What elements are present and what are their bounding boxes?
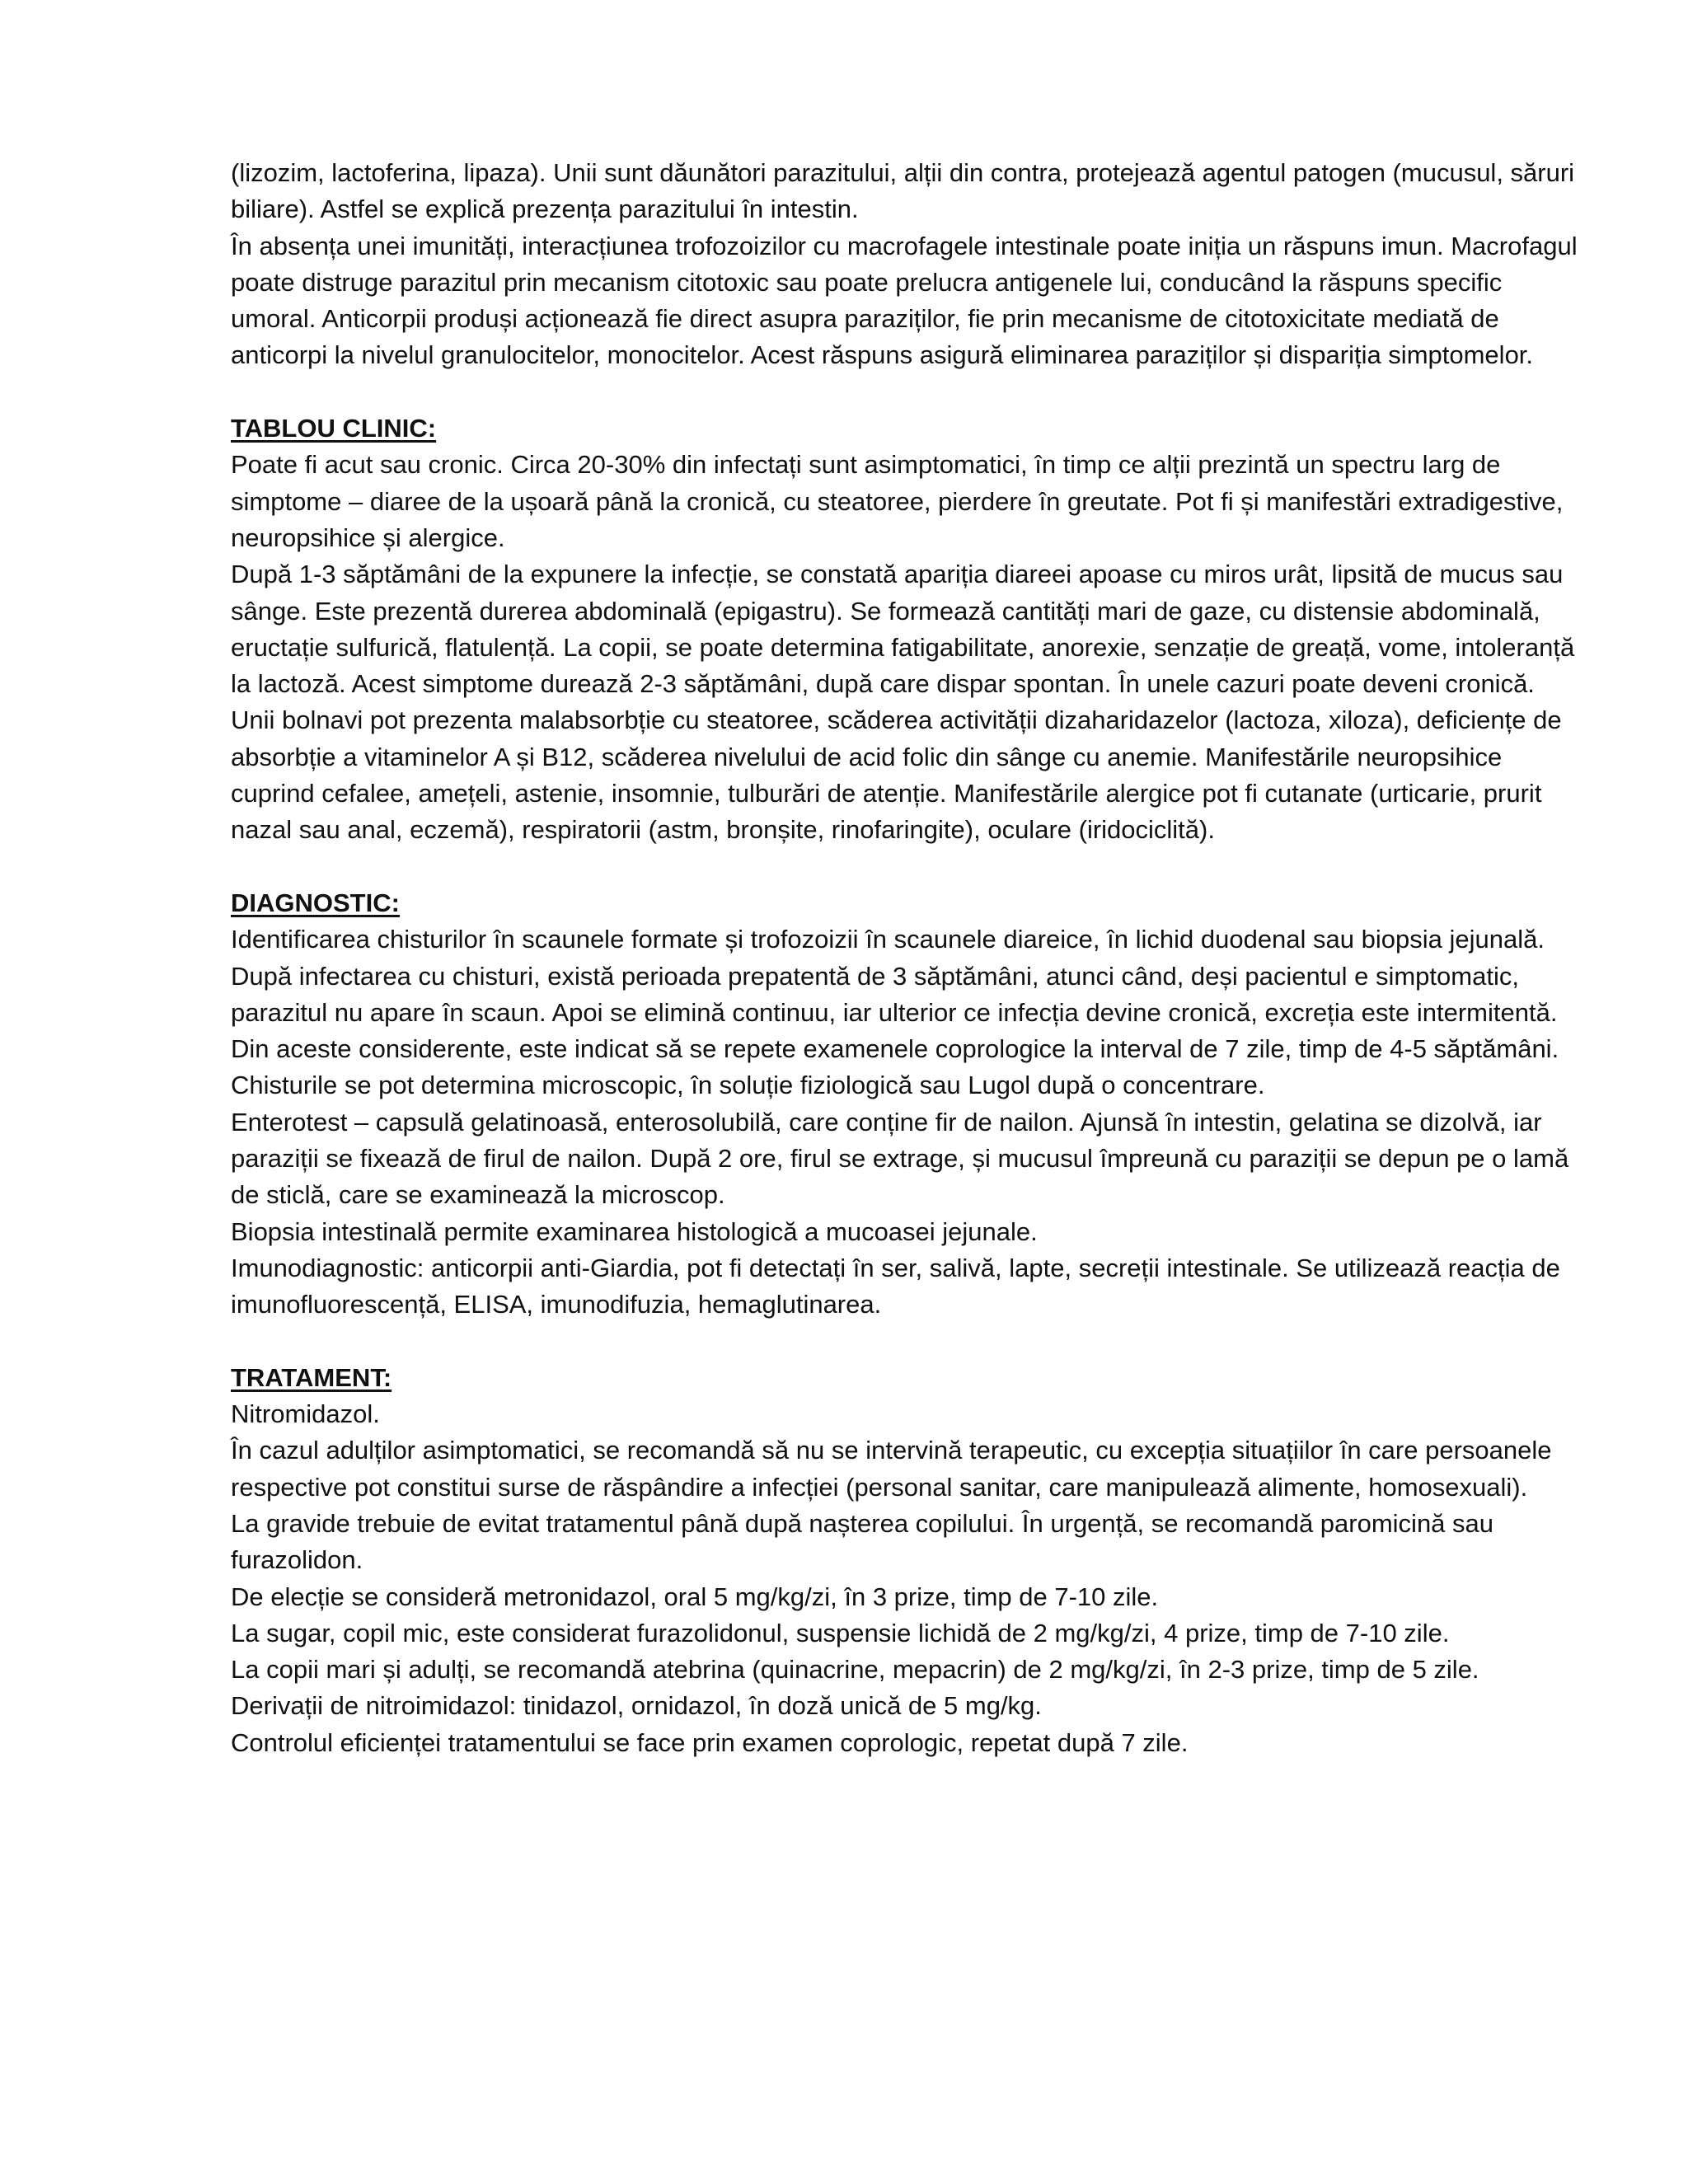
section-paragraph: Identificarea chisturilor în scaunele formate și trofozoizii în scaunele diareice, în lichid duodenal sau biopsia jejunală.	[231, 925, 1545, 954]
section-diagnostic	[231, 885, 1582, 1324]
section-paragraph: La sugar, copil mic, este considerat furazolidonul, suspensie lichidă de 2 mg/kg/zi, 4 prize, timp de 7-10 zile.	[231, 1618, 1450, 1647]
section-paragraph: La copii mari și adulți, se recomandă atebrina (quinacrine, mepacrin) de 2 mg/kg/zi, în 2-3 prize, timp de 5 zile.	[231, 1655, 1479, 1685]
section-paragraph: Poate fi acut sau cronic. Circa 20-30% din infectați sunt asimptomatici, în timp ce alții prezintă un spectru larg de simptome – diaree de la ușoară până la cronică, cu steatoree, pierdere în greutate. Pot fi și manifestări extradigestive, neuropsihice și alergice.	[231, 450, 1564, 552]
section-paragraph: Controlul eficienței tratamentului se face prin examen coprologic, repetat după 7 zile.	[231, 1727, 1189, 1757]
section-heading: DIAGNOSTIC:	[231, 888, 400, 917]
section-paragraph: Enterotest – capsulă gelatinoasă, enterosolubilă, care conține fir de nailon. Ajunsă în intestin, gelatina se dizolvă, iar paraziții se fixează de firul de nailon. După 2 ore, firul se extrage, și mucusul împreună cu paraziții se depun pe o lamă de sticlă, care se examinează la microscop.	[231, 1107, 1569, 1210]
section-paragraph: Nitromidazol.	[231, 1399, 380, 1429]
section-paragraph: De elecție se consideră metronidazol, oral 5 mg/kg/zi, în 3 prize, timp de 7-10 zile.	[231, 1582, 1159, 1611]
section-paragraph: Chisturile se pot determina microscopic, în soluție fiziologică sau Lugol după o concentrare.	[231, 1071, 1265, 1100]
section-paragraph: Imunodiagnostic: anticorpii anti-Giardia, pot fi detectați în ser, salivă, lapte, secreții intestinale. Se utilizează reacția de imunofluorescență, ELISA, imunodifuzia, hemaglutinarea.	[231, 1253, 1560, 1319]
section-paragraph: La gravide trebuie de evitat tratamentul până după nașterea copilului. În urgență, se recomandă paromicină sau furazolidon.	[231, 1508, 1494, 1575]
section-paragraph: Derivații de nitroimidazol: tinidazol, ornidazol, în doză unică de 5 mg/kg.	[231, 1691, 1042, 1721]
section-heading: TRATAMENT:	[231, 1362, 392, 1392]
intro-paragraph: În absența unei imunități, interacțiunea trofozoizilor cu macrofagele intestinale poate iniția un răspuns imun. Macrofagul poate distruge parazitul prin mecanism citotoxic sau poate prelucra antigenele lui, conducând la răspuns specific umoral. Anticorpii produși acționează fie direct asupra paraziților, fie prin mecanisme de citotoxicitate mediată de anticorpi la nivelul granulocitelor, monocitelor. Acest răspuns asigură eliminarea paraziților și dispariția simptomelor.	[231, 231, 1578, 370]
section-paragraph: În cazul adulților asimptomatici, se recomandă să nu se intervină terapeutic, cu excepția situațiilor în care persoanele respective pot constitui surse de răspândire a infecției (personal sanitar, care manipulează alimente, homosexuali).	[231, 1436, 1552, 1502]
paragraph-spacer	[231, 374, 1582, 410]
section-paragraph: După infectarea cu chisturi, există perioada prepatentă de 3 săptămâni, atunci când, deși pacientul e simptomatic, parazitul nu apare în scaun. Apoi se elimină continuu, iar ulterior ce infecția devine cronică, excreția este intermitentă. Din aceste considerente, este indicat să se repete examenele coprologice la interval de 7 zile, timp de 4-5 săptămâni.	[231, 961, 1559, 1064]
paragraph-spacer	[231, 849, 1582, 885]
section-tratament	[231, 1360, 1582, 1761]
section-heading: TABLOU CLINIC:	[231, 414, 437, 443]
section-paragraph: Biopsia intestinală permite examinarea histologică a mucoasei jejunale.	[231, 1216, 1038, 1246]
section-tablou-clinic	[231, 410, 1582, 849]
document-page	[231, 155, 1582, 1761]
section-paragraph: După 1-3 săptămâni de la expunere la infecție, se constată apariția diareei apoase cu miros urât, lipsită de mucus sau sânge. Este prezentă durerea abdominală (epigastru). Se formează cantități mari de gaze, cu distensie abdominală, eructație sulfurică, flatulență. La copii, se poate determina fatigabilitate, anorexie, senzație de greață, vome, intoleranță la lactoză. Acest simptome durează 2-3 săptămâni, după care dispar spontan. În unele cazuri poate deveni cronică. Unii bolnavi pot prezenta malabsorbție cu steatoree, scăderea activității dizaharidazelor (lactoza, xiloza), deficiențe de absorbție a vitaminelor A și B12, scăderea nivelului de acid folic din sânge cu anemie. Manifestările neuropsihice cuprind cefalee, amețeli, astenie, insomnie, tulburări de atenție. Manifestările alergice pot fi cutanate (urticarie, prurit nazal sau anal, eczemă), respiratorii (astm, bronșite, rinofaringite), oculare (iridociclită).	[231, 560, 1575, 845]
intro-paragraph: (lizozim, lactoferina, lipaza). Unii sunt dăunători parazitului, alții din contra, protejează agentul patogen (mucusul, săruri biliare). Astfel se explică prezența parazitului în intestin.	[231, 158, 1575, 224]
paragraph-spacer	[231, 1324, 1582, 1360]
